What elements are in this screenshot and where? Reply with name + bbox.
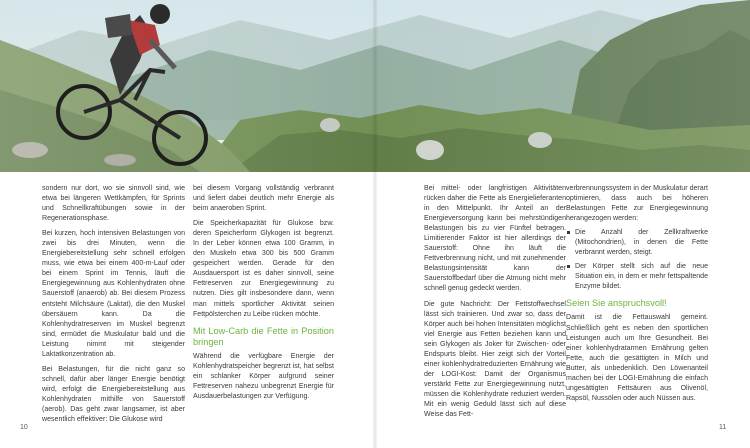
paragraph: Die gute Nachricht: Der Fettstoffwechsel lässt sich trainieren. Und zwar so, dass der Körper auch bei hohen Intensitäten möglichst viel Energie aus Fetten beziehen kann und sein Glykogen als Joker für Zwischen- oder Endspurts bleibt. Hier zeigt sich der Vorteil einer kohlenhydratreduzierten Ernährung wie der LOGI-Kost: Damit der Organismus verstärkt Fette zur Energiegewinnung nutzt, müssen die Kohlenhydrate reduziert werden. Mit ein wenig Geduld lässt sich auf diese Weise das Fett- bbox=[424, 300, 566, 419]
paragraph: Damit ist die Fettauswahl gemeint. Schließlich geht es neben den sportlichen Leistungen auch um Ihre Gesundheit. Bei einer kohlenhydratarmen Ernährung gelten Fette, auch die gesättigten in Milch und Butter, als unbedenklich. Den Löwenanteil machen bei der LOGI-Ernährung die einfach ungesättigten Fettsäuren aus Olivenöl, Rapsöl, Nussölen oder auch Nüssen aus. bbox=[566, 314, 708, 402]
paragraph: Bei mittel- oder langfristigen Aktivitäten rücken daher die Fette als Energielieferanten in den Mittelpunkt. Ihr Anteil an der Energieversorgung kann bei mehrstündigen Belastungen bis zu vier Fünftel betragen. Limitierender Faktor ist hier allerdings der Sauerstoff: Ohne ihn läuft die Fettverbrennung nicht, und mit zunehmender Belastungsintensität kann der Sauerstoffbedarf über die Atmung nicht mehr schnell genug gedeckt werden. bbox=[424, 185, 566, 293]
left-page-column-1 bbox=[42, 184, 185, 425]
left-page-column-2 bbox=[193, 184, 334, 402]
book-gutter bbox=[372, 0, 378, 448]
bullet-list bbox=[566, 228, 708, 292]
page-number-right: 11 bbox=[719, 424, 727, 431]
paragraph: Während die verfügbare Energie der Kohlenhydratspeicher begrenzt ist, hat selbst ein schlanker Körper aufgrund seiner Fettreserven nahezu unbegrenzt Energie für Ausdauerbelastungen zur Verfügung. bbox=[193, 352, 334, 400]
paragraph: Bei Belastungen, für die nicht ganz so schnell, dafür aber länger Energie benötigt wird, erfolgt die Energiebereitstellung aus Kohlenhydraten mithilfe von Sauerstoff (aerob). Das geht zwar langsamer, ist aber wesentlich effektiver: Die Glukose wird bbox=[42, 365, 185, 424]
paragraph: Bei kurzen, hoch intensiven Belastungen von zwei bis drei Minuten, wenn die Energiebereitstellung sehr schnell erfolgen muss, wie etwa bei einem 400-m-Lauf oder bei einem Sprint im Tennis, läuft die Energiegewinnung aus Kohlenhydraten ohne Sauerstoff (anaerob) ab. Bei diesem Prozess entsteht Milchsäure (Laktat), die den Muskel übersäuern kann. Da die Kohlenhydratreserven im Muskel begrenzt sind, ermüdet die Muskulatur bald und die Leistung nimmt mit steigender Laktatkonzentration ab. bbox=[42, 230, 185, 358]
right-page-column-1 bbox=[424, 184, 566, 420]
right-page-column-2 bbox=[566, 184, 708, 404]
page-number-left: 10 bbox=[20, 424, 28, 431]
paragraph: sondern nur dort, wo sie sinnvoll sind, wie etwa bei längeren Wettkämpfen, für Sprints und Schnellkraftübungen sowie in der Regenerationsphase. bbox=[42, 185, 185, 223]
section-heading: Mit Low-Carb die Fette in Position bringen bbox=[193, 325, 334, 347]
list-item: Die Anzahl der Zellkraftwerke (Mitochondrien), in denen die Fette verbrannt werden, steigt. bbox=[566, 228, 708, 258]
paragraph: verbrennungssystem in der Muskulatur derart optimieren, dass auch bei höheren Belastungen Fette zur Energiegewinnung herangezogen werden: bbox=[566, 185, 708, 223]
list-item: Der Körper stellt sich auf die neue Situation ein, in dem er mehr fettspaltende Enzyme bildet. bbox=[566, 262, 708, 292]
paragraph: bei diesem Vorgang vollständig verbrannt und liefert dabei deutlich mehr Energie als beim anaeroben Sprint. bbox=[193, 185, 334, 213]
section-heading: Seien Sie anspruchsvoll! bbox=[566, 298, 667, 309]
paragraph: Die Speicherkapazität für Glukose bzw. deren Speicherform Glykogen ist begrenzt. In der Leber können etwa 100 Gramm, in den Muskeln etwa 300 bis 500 Gramm gespeichert werden. Gerade für den Ausdauersport ist es daher sinnvoll, seine Fettreserven zur Energiegewinnung zu nutzen. Dies gilt insbesondere dann, wenn man mittels sportlicher Aktivität seinen Fettpölsterchen zu Leibe rücken möchte. bbox=[193, 220, 334, 318]
